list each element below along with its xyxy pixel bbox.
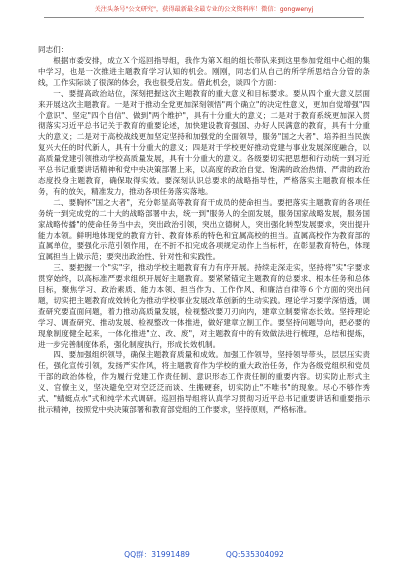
document-body bbox=[38, 44, 370, 416]
footer-qq-number: QQ:535304092 bbox=[225, 550, 284, 559]
paragraph-section-2: 二、要胸怀"国之大者"，充分彰显高等教育育干成员的使命担当。要把落实主题教育的各项任务统一到完成党的二十大的战略部署中去，统一到"服务人的全面发展，服务国家战略发展，服务国家战略传播"的使命任务当中去，突出政治引领，突出立德树人，突出强化转型发展要求，突出提升能力本领。鲜明地体现党的教育方针、教育体系的特色和宜属高校的担当。直属高校作为教育部的直属单位，要强化示范引领作用，在不折不扣完成各项规定动作上当标杆，在彰显教育特色，体现宜属担当上做示范；要突出政治性、针对性和实践性。 bbox=[38, 197, 370, 262]
paragraph-section-1: 一、要提高政治站位，深刻把握这次主题教育的重大意义和目标要求。要从四个重大意义层面来开展这次主题教育。一是对于推动全党更加深刻领悟"两个确立"的决定性意义，更加自觉增强"四个意识"、坚定"四个自信"、做到"两个维护"，具有十分重大的意义；二是对于教育系统更加深入贯彻落实习近平总书记关于教育的重要论述，加快建设教育强国、办好人民满意的教育，具有十分重大的意义；二是对于高校战线更加坚定坚持和加强党的全面领导，服务"国之大者"、培养担当民族复兴大任的时代新人，具有十分重大的意义；四是对于学校更好推动党建与事业发展深度融合，以高质量党建引领推动学校高质量发展，具有十分重大的意义。各级要切实把思想和行动统一到习近平总书记重要讲话精神和党中央决策部署上来，以高度的政治自觉、饱满的政治热情、严肃的政治态度投身主题教育，确保取得实效。要深刻认识总要求的战略指导性，严格落实主题教育根本任务，有的放矢，精准发力，推动各项任务落实落地。 bbox=[38, 88, 370, 196]
salutation: 同志们： bbox=[38, 45, 69, 54]
footer bbox=[0, 550, 408, 560]
paragraph-intro: 根据市委安排，成立Ｘ个巡回指导组，我作为第Ｘ组的组长带队来到这里参加党组中心组的集中学习，也是一次推进主题教育学习认知的机会。刚刚，同志们从自己的所学所思结合分管的条线，工作实际谈了很深的体会，我也很受启发。借此机会，谈四个方面： bbox=[38, 56, 370, 87]
header-banner: 关注头条号"公文研究"，获得最新最全最专业的公文资料库！微信：gongwenyj bbox=[44, 4, 364, 18]
footer-qq-group: QQ群：31991489 bbox=[124, 550, 190, 559]
paragraph-section-4: 四、要加强组织领导，确保主题教育质量和成效。加强工作领导，坚持领导带头，层层压实责任，强化宣传引领，发扬严实作风，将主题教育作为学校的重大政治任务，作为各级党组织和党员干部的政治体检，作为履行党建工作责任制、意识形态工作责任制的重要内容。切实防止形式主义、官僚主义，坚决避免空对空泛泛而谈、生搬硬套，切实防止"不唯书"的现象。尽心不够作秀式、"蜻蜓点水"式和纯学术式调研。巡回指导组将认真学习贯彻习近平总书记重要讲话和重要指示批示精神，按照党中央决策部署和教育部党组的工作要求，坚持原则，严格标准。 bbox=[38, 350, 370, 414]
paragraph-section-3: 三、要把握一个"实"字，推动学校主题教育有力有序开展。持续走深走实，坚持将"实"字要求贯穿始终，以高标准严要求组织开展好主题教育。要紧紧锚定主题教育的总要求、根本任务和总体目标，聚焦学习、政治素质、能力本领、担当作为、工作作风、和廉洁自律等６个方面的突出问题，切实把主题教育成效转化为推动学校事业发展改革创新的生动实践。理论学习要学深悟透，调查研究要直面问题，着力推动高质量发展，检视整改要刀刃向内，建章立制要常态长效。坚持理论学习、调查研究、推动发展、检视整改一体推进，做好建章立制工作。要坚持问题导向，把必要的现象制度健全起来，一体化推进"立、改、废"，对主题教育中的有效做法进行梳理，总结和提炼，进一步完善制度体系，强化制度执行，形成长效机制。 bbox=[38, 263, 370, 349]
